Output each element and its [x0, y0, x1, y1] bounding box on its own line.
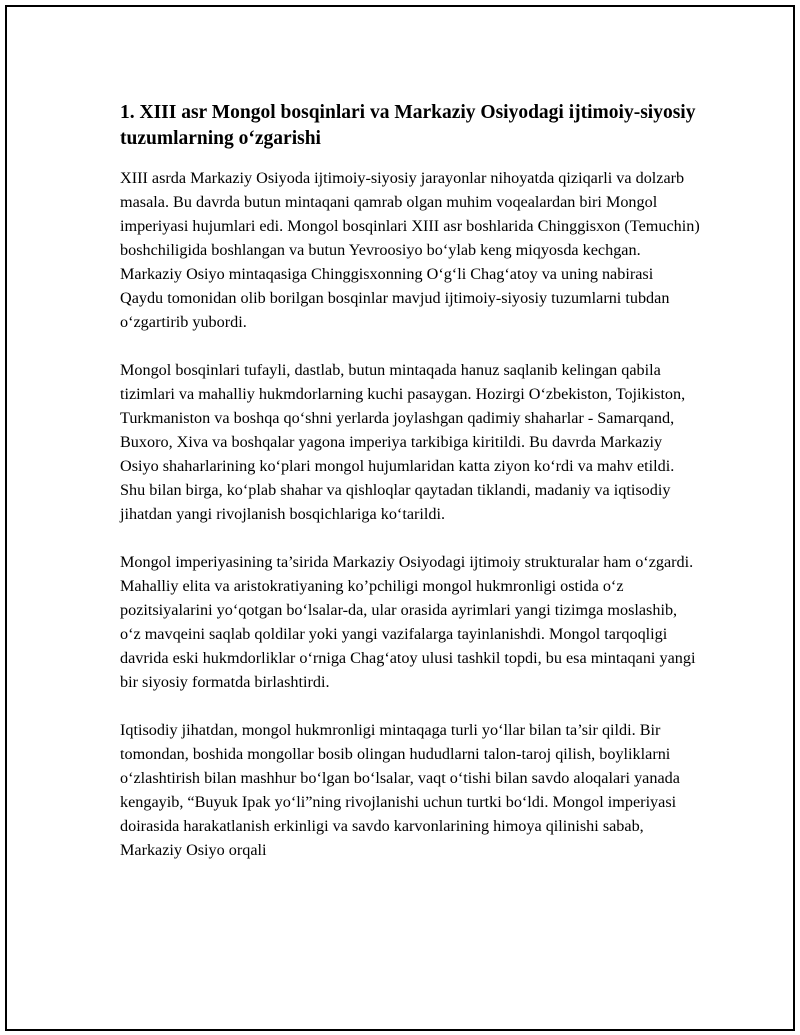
document-body [120, 100, 700, 886]
paragraph-4: Iqtisodiy jihatdan, mongol hukmronligi mintaqaga turli yo‘llar bilan ta’sir qildi. Bir tomondan, boshida mongollar bosib olingan hududlarni talon-taroj qilish, boyliklarni o‘zlashtirish bilan mashhur bo‘lgan bo‘lsalar, vaqt o‘tishi bilan savdo aloqalari yanada kengayib, “Buyuk Ipak yo‘li”ning rivojlanishi uchun turtki bo‘ldi. Mongol imperiyasi doirasida harakatlanish erkinligi va savdo karvonlarining himoya qilinishi sabab, Markaziy Osiyo orqali [120, 721, 680, 859]
section-heading: 1. XIII asr Mongol bosqinlari va Markaziy Osiyodagi ijtimoiy-siyosiy tuzumlarning o‘zgarishi [120, 102, 696, 149]
paragraph-1: XIII asrda Markaziy Osiyoda ijtimoiy-siyosiy jarayonlar nihoyatda qiziqarli va dolzarb masala. Bu davrda butun mintaqani qamrab olgan muhim voqealardan biri Mongol imperiyasi hujumlari edi. Mongol bosqinlari XIII asr boshlarida Chinggisxon (Temuchin) boshchiligida boshlangan va butun Yevroosiyo bo‘ylab keng miqyosda kechgan. Markaziy Osiyo mintaqasiga Chinggisxonning O‘g‘li Chag‘atoy va uning nabirasi Qaydu tomonidan olib borilgan bosqinlar mavjud ijtimoiy-siyosiy tuzumlarni tubdan o‘zgartirib yubordi. [120, 169, 700, 331]
page-frame [5, 5, 795, 1031]
paragraph-2: Mongol bosqinlari tufayli, dastlab, butun mintaqada hanuz saqlanib kelingan qabila tizimlari va mahalliy hukmdorlarning kuchi pasaygan. Hozirgi O‘zbekiston, Tojikiston, Turkmaniston va boshqa qo‘shni yerlarda joylashgan qadimiy shaharlar - Samarqand, Buxoro, Xiva va boshqalar yagona imperiya tarkibiga kiritildi. Bu davrda Markaziy Osiyo shaharlarining ko‘plari mongol hujumlaridan katta ziyon ko‘rdi va mahv etildi. Shu bilan birga, ko‘plab shahar va qishloqlar qaytadan tiklandi, madaniy va iqtisodiy jihatdan yangi rivojlanish bosqichlariga ko‘tarildi. [120, 361, 686, 523]
paragraph-3: Mongol imperiyasining ta’sirida Markaziy Osiyodagi ijtimoiy strukturalar ham o‘zgardi. Mahalliy elita va aristokratiyaning ko’pchiligi mongol hukmronligi ostida o‘z pozitsiyalarini yo‘qotgan bo‘lsalar-da, ular orasida ayrimlari yangi tizimga moslashib, o‘z mavqeini saqlab qoldilar yoki yangi vazifalarga tayinlanishdi. Mongol tarqoqligi davrida eski hukmdorliklar o‘rniga Chag‘atoy ulusi tashkil topdi, bu esa mintaqani yangi bir siyosiy formatda birlashtirdi. [120, 553, 696, 691]
